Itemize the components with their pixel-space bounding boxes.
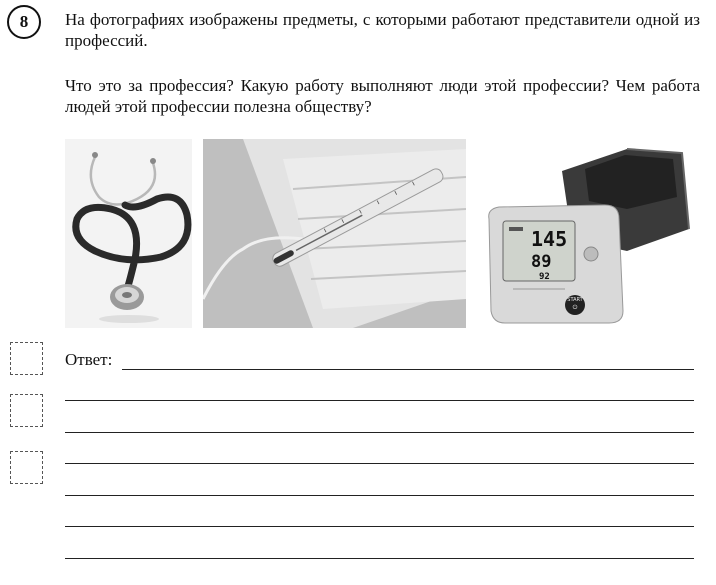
score-box-2[interactable] — [10, 394, 43, 427]
pulse-readout: 92 — [539, 272, 550, 282]
question-text-task: Что это за профессия? Какую работу выполняют люди этой профессии? Чем работа людей этой профессии полезна обществу? — [65, 76, 700, 116]
score-box-3[interactable] — [10, 451, 43, 484]
answer-line-1[interactable] — [122, 369, 694, 370]
stethoscope-photo — [65, 139, 192, 328]
question-text-intro: На фотографиях изображены предметы, с которыми работают представители одной из профессий. — [65, 10, 700, 50]
answer-line-6[interactable] — [65, 526, 694, 527]
power-icon: ⏻ — [572, 304, 578, 311]
score-box-1[interactable] — [10, 342, 43, 375]
answer-line-2[interactable] — [65, 400, 694, 401]
systolic-readout: 145 — [531, 227, 568, 251]
question-number: 8 — [7, 5, 41, 39]
answer-line-7[interactable] — [65, 558, 694, 559]
blood-pressure-monitor-photo — [477, 139, 701, 328]
mask-thermometer-photo — [203, 139, 466, 328]
diastolic-readout: 89 — [531, 252, 552, 272]
answer-line-5[interactable] — [65, 495, 694, 496]
answer-label: Ответ: — [65, 350, 113, 369]
answer-line-3[interactable] — [65, 432, 694, 433]
start-button-label: START — [567, 297, 583, 303]
answer-line-4[interactable] — [65, 463, 694, 464]
